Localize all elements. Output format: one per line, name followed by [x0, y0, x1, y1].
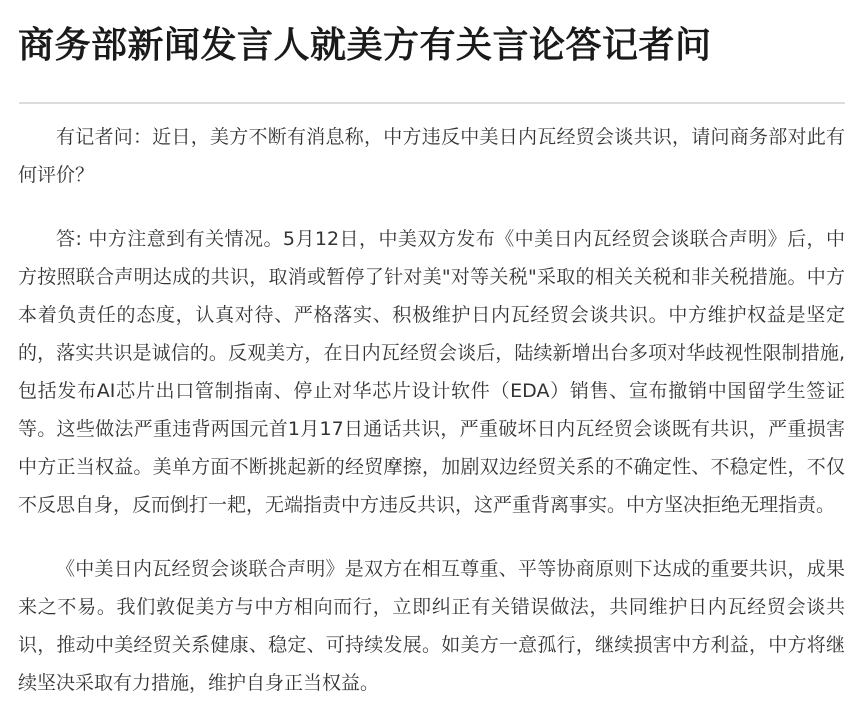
page-title: 商务部新闻发言人就美方有关言论答记者问 [18, 25, 712, 66]
article-paragraph-question: 有记者问：近日，美方不断有消息称，中方违反中美日内瓦经贸会谈共识，请问商务部对此有何评价？ [18, 126, 845, 186]
article-body [18, 104, 845, 702]
article-paragraph-statement: 《中美日内瓦经贸会谈联合声明》是双方在相互尊重、平等协商原则下达成的重要共识，成果来之不易。我们敦促美方与中方相向而行，立即纠正有关错误做法，共同维护日内瓦经贸会谈共识，推动中美经贸关系健康、稳定、可持续发展。如美方一意孤行，继续损害中方利益，中方将继续坚决采取有力措施，维护自身正当权益。 [18, 558, 845, 694]
article-paragraph-answer: 答: 中方注意到有关情况。5月12日，中美双方发布《中美日内瓦经贸会谈联合声明》后，中方按照联合声明达成的共识，取消或暂停了针对美"对等关税"采取的相关关税和非关税措施。中方本着负责任的态度，认真对待、严格落实、积极维护日内瓦经贸会谈共识。中方维护权益是坚定的，落实共识是诚信的。反观美方，在日内瓦经贸会谈后，陆续新增出台多项对华歧视性限制措施,包括发布AI芯片出口管制指南、停止对华芯片设计软件（EDA）销售、宣布撤销中国留学生签证等。这些做法严重违背两国元首1月17日通话共识，严重破坏日内瓦经贸会谈既有共识，严重损害中方正当权益。美单方面不断挑起新的经贸摩擦，加剧双边经贸关系的不确定性、不稳定性，不仅不反思自身，反而倒打一耙，无端指责中方违反共识，这严重背离事实。中方坚决拒绝无理指责。 [18, 228, 845, 516]
